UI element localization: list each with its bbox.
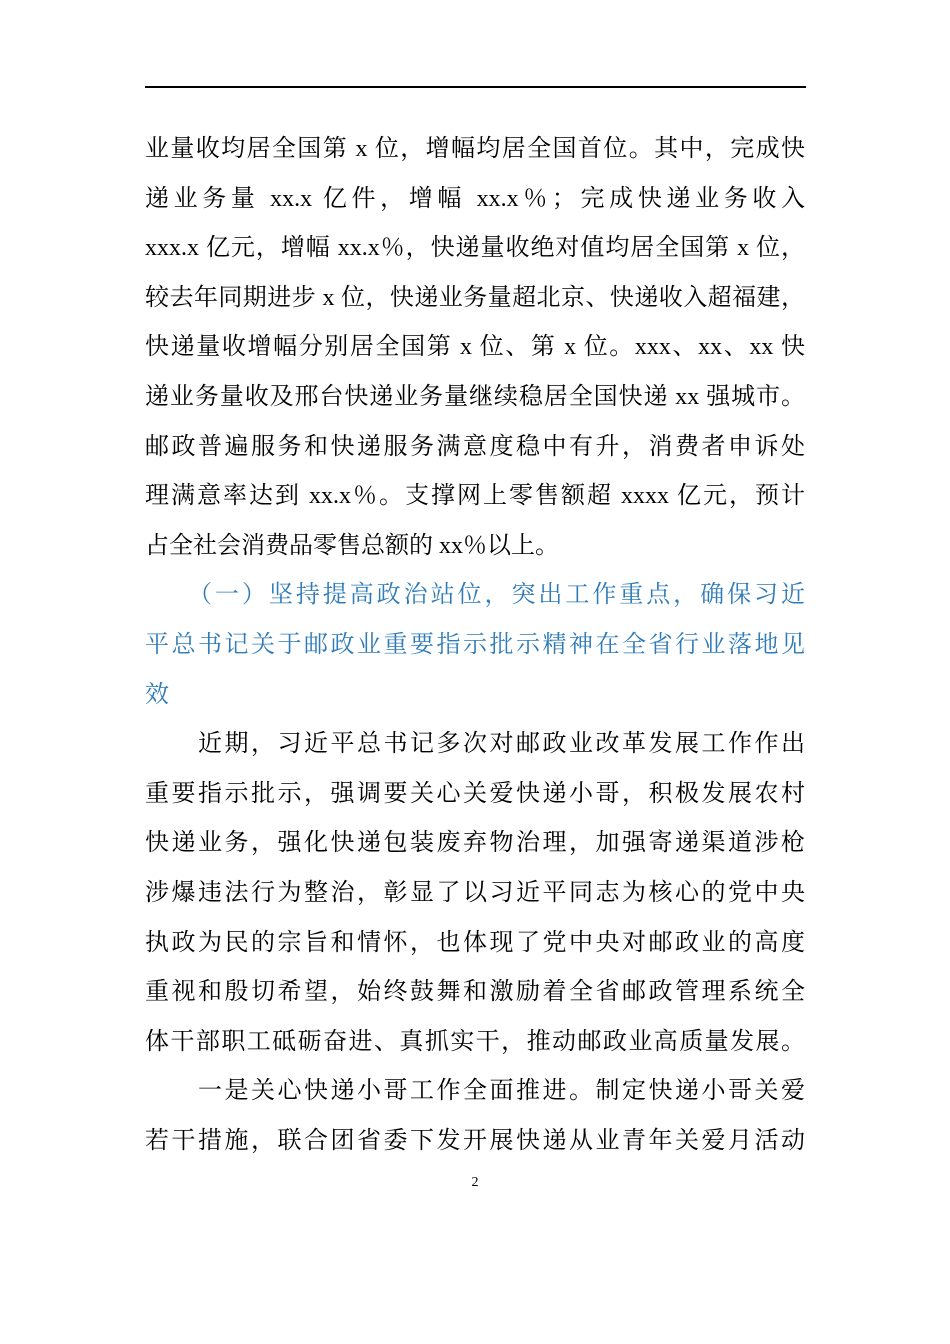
body-text-line: 邮政普遍服务和快递服务满意度稳中有升，消费者申诉处 (145, 433, 805, 460)
body-text-line: 占全社会消费品零售总额的 xx％以上。 (145, 532, 559, 559)
section-heading-line: 平总书记关于邮政业重要指示批示精神在全省行业落地见 (145, 631, 805, 658)
body-text-line: xxx.x 亿元，增幅 xx.x％，快递量收绝对值均居全国第 x 位， (145, 235, 805, 262)
body-text-line: 涉爆违法行为整治，彰显了以习近平同志为核心的党中央 (145, 879, 805, 906)
body-text-line: 重要指示批示，强调要关心关爱快递小哥，积极发展农村 (145, 780, 805, 807)
body-text-line: 近期，习近平总书记多次对邮政业改革发展工作作出 (198, 731, 805, 758)
body-text-line: 重视和殷切希望，始终鼓舞和激励着全省邮政管理系统全 (145, 979, 805, 1006)
body-text-line: 若干措施，联合团省委下发开展快递从业青年关爱月活动 (145, 1127, 805, 1154)
body-text-line: 递业务量 xx.x 亿件，增幅 xx.x％；完成快递业务收入 (145, 185, 805, 212)
section-heading-line: （一）坚持提高政治站位，突出工作重点，确保习近 (188, 582, 805, 609)
paragraph-1 (145, 720, 805, 1067)
body-text-line: 较去年同期进步 x 位，快递业务量超北京、快递收入超福建， (145, 284, 805, 311)
header-rule (145, 86, 806, 88)
page-number: 2 (471, 1175, 479, 1190)
body-text-line: 快递业务，强化快递包装废弃物治理，加强寄递渠道涉枪 (145, 830, 805, 857)
body-text-line: 递业务量收及邢台快递业务量继续稳居全国快递 xx 强城市。 (145, 383, 805, 410)
body-text-line: 业量收均居全国第 x 位，增幅均居全国首位。其中，完成快 (145, 136, 805, 162)
body-text-line: 快递量收增幅分别居全国第 x 位、第 x 位。xxx、xx、xx 快 (145, 334, 805, 361)
paragraph-continued (145, 125, 805, 571)
body-text-line: 一是关心快递小哥工作全面推进。制定快递小哥关爱 (198, 1078, 805, 1105)
document-body (145, 125, 805, 1166)
section-heading (145, 571, 805, 720)
paragraph-2 (145, 1067, 805, 1166)
body-text-line: 体干部职工砥砺奋进、真抓实干，推动邮政业高质量发展。 (145, 1028, 805, 1055)
body-text-line: 理满意率达到 xx.x％。支撑网上零售额超 xxxx 亿元，预计 (145, 483, 805, 510)
body-text-line: 执政为民的宗旨和情怀，也体现了党中央对邮政业的高度 (145, 929, 805, 956)
section-heading-line: 效 (145, 681, 169, 708)
